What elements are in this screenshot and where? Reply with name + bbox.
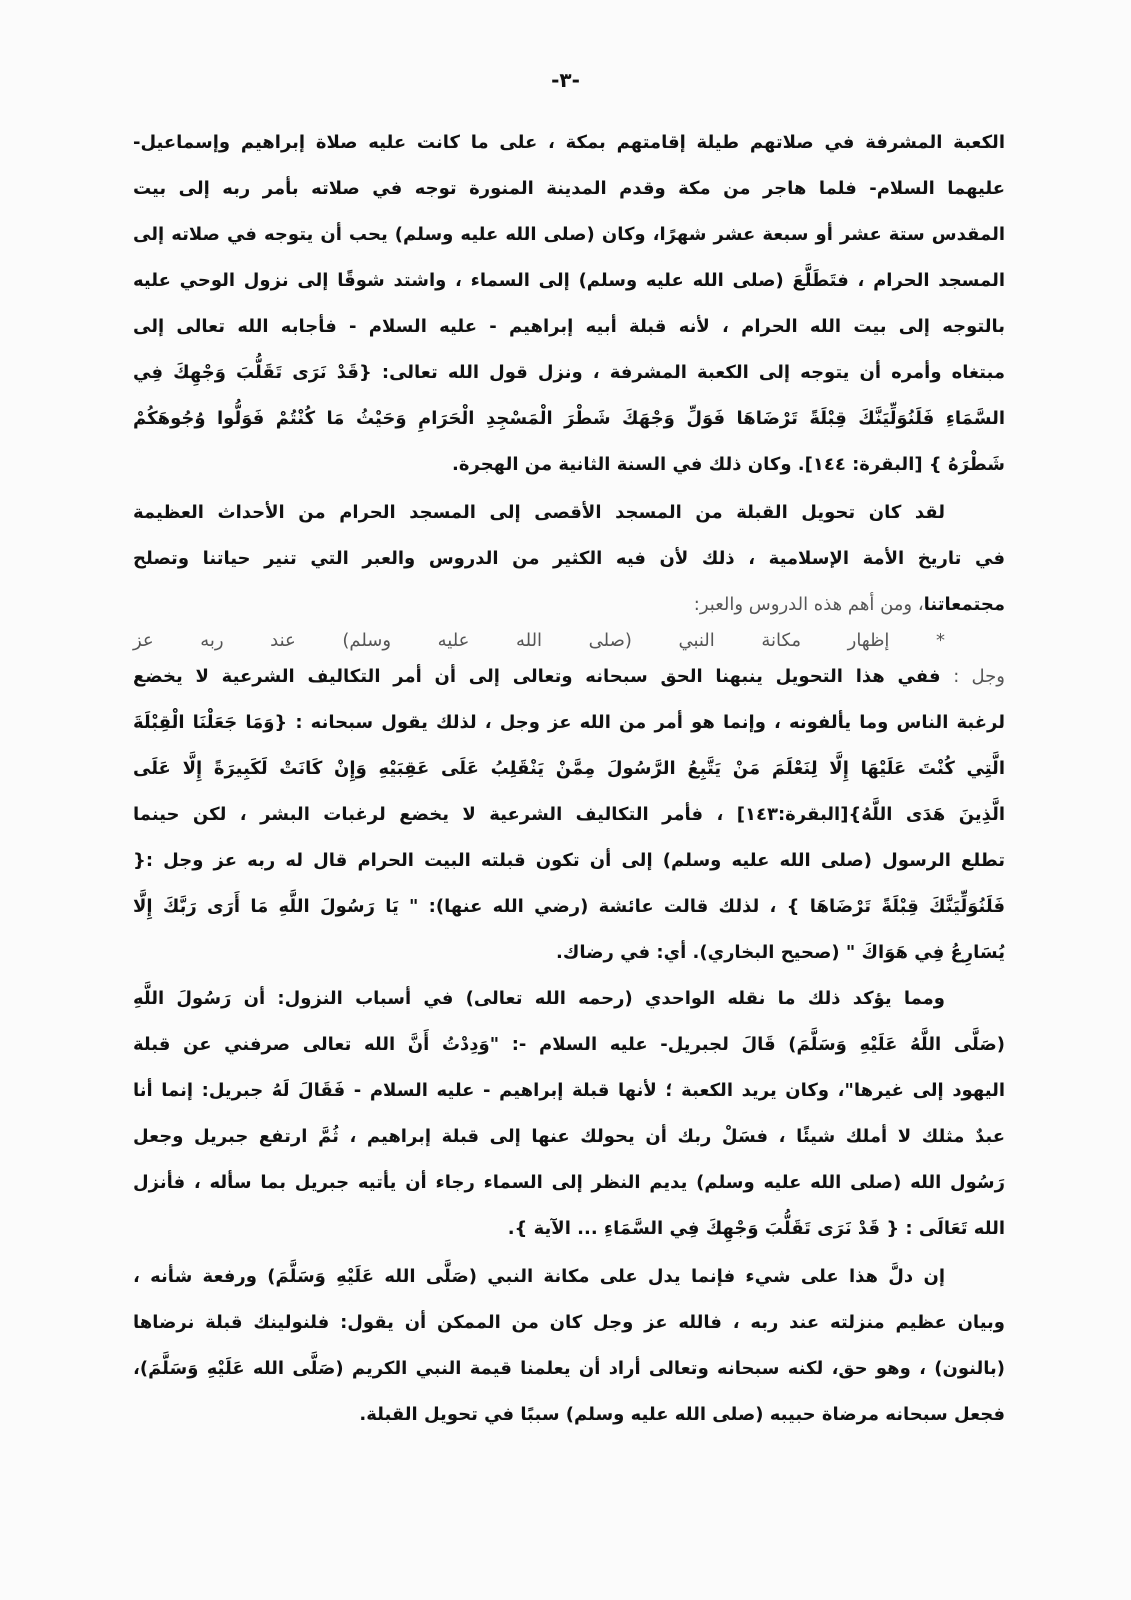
text-fragment: ففي هذا التحويل ينبهنا الحق سبحانه وتعالى إلى أن أمر التكاليف الشرعية لا يخضع xyxy=(133,666,941,687)
text-line: لرغبة الناس وما يألفونه ، وإنما هو أمر من الله عز وجل ، لذلك يقول سبحانه : {وَمَا جَعَلْنَا الْقِبْلَةَ xyxy=(133,712,1005,733)
paragraph-start: لقد كان تحويل القبلة من المسجد الأقصى إلى المسجد الحرام من الأحداث العظيمة xyxy=(133,502,945,523)
text-line xyxy=(133,590,1005,620)
text-line xyxy=(133,662,1005,692)
page-number: -٣- xyxy=(551,68,580,92)
text-fragment-light: وجل : xyxy=(953,666,1005,687)
text-fragment-light: ، ومن أهم هذه الدروس والعبر: xyxy=(693,594,924,615)
text-line: (بالنون) ، وهو حق، لكنه سبحانه وتعالى أراد أن يعلمنا قيمة النبي الكريم (صَلَّى الله عَلَيْهِ وَسَلَّمَ)، xyxy=(133,1358,1005,1379)
quran-verse-line: الَّتِي كُنْتَ عَلَيْهَا إِلَّا لِنَعْلَمَ مَنْ يَتَّبِعُ الرَّسُولَ مِمَّنْ يَنْقَلِبُ عَلَى عَقِبَيْهِ وَإِنْ كَانَتْ لَكَبِيرَةً إِلَّا عَلَى xyxy=(133,758,1005,779)
text-line: شَطْرَهُ } [البقرة: ١٤٤]. وكان ذلك في السنة الثانية من الهجرة. xyxy=(452,454,1005,475)
text-line: بالتوجه إلى بيت الله الحرام ، لأنه قبلة أبيه إبراهيم - عليه السلام - فأجابه الله تعالى إلى xyxy=(133,316,1005,337)
text-line: مبتغاه وأمره أن يتوجه إلى الكعبة المشرفة ، ونزل قول الله تعالى: {قَدْ نَرَى تَقَلُّبَ وَجْهِكَ فِي xyxy=(133,362,1005,383)
text-line: (صَلَّى اللَّهُ عَلَيْهِ وَسَلَّمَ) قَالَ لجبريل- عليه السلام -: "وَدِدْتُ أَنَّ الله تعالى صرفني عن قبلة xyxy=(133,1034,1005,1055)
quran-verse-line: السَّمَاءِ فَلَنُوَلِّيَنَّكَ قِبْلَةً تَرْضَاهَا فَوَلِّ وَجْهَكَ شَطْرَ الْمَسْجِدِ الْحَرَامِ وَحَيْثُ مَا كُنْتُمْ فَوَلُّوا وُجُوهَكُمْ xyxy=(133,408,1005,429)
text-line: فجعل سبحانه مرضاة حبيبه (صلى الله عليه وسلم) سببًا في تحويل القبلة. xyxy=(359,1404,1005,1425)
text-line: وبيان عظيم منزلته عند ربه ، فالله عز وجل كان من الممكن أن يقول: فلنولينك قبلة نرضاها xyxy=(133,1312,1005,1333)
lesson-heading: * إظهار مكانة النبي (صلى الله عليه وسلم) عند ربه عز xyxy=(133,630,945,651)
text-line: الله تَعَالَى : { قَدْ نَرَى تَقَلُّبَ وَجْهِكَ فِي السَّمَاءِ ... الآية }. xyxy=(507,1218,1005,1239)
text-line: الكعبة المشرفة في صلاتهم طيلة إقامتهم بمكة ، على ما كانت عليه صلاة إبراهيم وإسماعيل- xyxy=(133,132,1005,153)
text-line: الَّذِينَ هَدَى اللَّهُ}[البقرة:١٤٣] ، فأمر التكاليف الشرعية لا يخضع لرغبات البشر ، لكن حينما xyxy=(133,804,1005,825)
text-line: في تاريخ الأمة الإسلامية ، ذلك لأن فيه الكثير من الدروس والعبر التي تنير حياتنا وتصلح xyxy=(133,548,1005,569)
text-line: المسجد الحرام ، فتَطَلَّعَ (صلى الله عليه وسلم) إلى السماء ، واشتد شوقًا إلى نزول الوحي عليه xyxy=(133,270,1005,291)
text-line: يُسَارِعُ فِي هَوَاكَ " (صحيح البخاري). أي: في رضاك. xyxy=(556,942,1005,963)
text-line: تطلع الرسول (صلى الله عليه وسلم) إلى أن تكون قبلته البيت الحرام قال له ربه عز وجل :{ xyxy=(133,850,1005,871)
text-line: عليهما السلام- فلما هاجر من مكة وقدم المدينة المنورة توجه في صلاته بأمر ربه إلى بيت xyxy=(133,178,1005,199)
text-line: رَسُول الله (صلى الله عليه وسلم) يديم النظر إلى السماء رجاء أن يأتيه جبريل بما سأله ، فأنزل xyxy=(133,1172,1005,1193)
paragraph-start: ومما يؤكد ذلك ما نقله الواحدي (رحمه الله تعالى) في أسباب النزول: أن رَسُولَ اللَّهِ xyxy=(133,988,945,1009)
text-fragment: مجتمعاتنا xyxy=(923,594,1005,615)
paragraph-start: إن دلَّ هذا على شيء فإنما يدل على مكانة النبي (صَلَّى الله عَلَيْهِ وَسَلَّمَ) ورفعة شأنه ، xyxy=(133,1266,945,1287)
text-line: عبدٌ مثلك لا أملك شيئًا ، فسَلْ ربك أن يحولك عنها إلى قبلة إبراهيم ، ثُمَّ ارتفع جبريل وجعل xyxy=(133,1126,1005,1147)
text-line: فَلَنُوَلِّيَنَّكَ قِبْلَةً تَرْضَاهَا } ، لذلك قالت عائشة (رضي الله عنها): " يَا رَسُولَ اللَّهِ مَا أَرَى رَبَّكَ إِلَّا xyxy=(133,896,1005,917)
text-line: المقدس ستة عشر أو سبعة عشر شهرًا، وكان (صلى الله عليه وسلم) يحب أن يتوجه في صلاته إلى xyxy=(133,224,1005,245)
text-line: اليهود إلى غيرها"، وكان يريد الكعبة ؛ لأنها قبلة إبراهيم - عليه السلام - فَقَالَ لَهُ جبريل: إنما أنا xyxy=(133,1080,1005,1101)
